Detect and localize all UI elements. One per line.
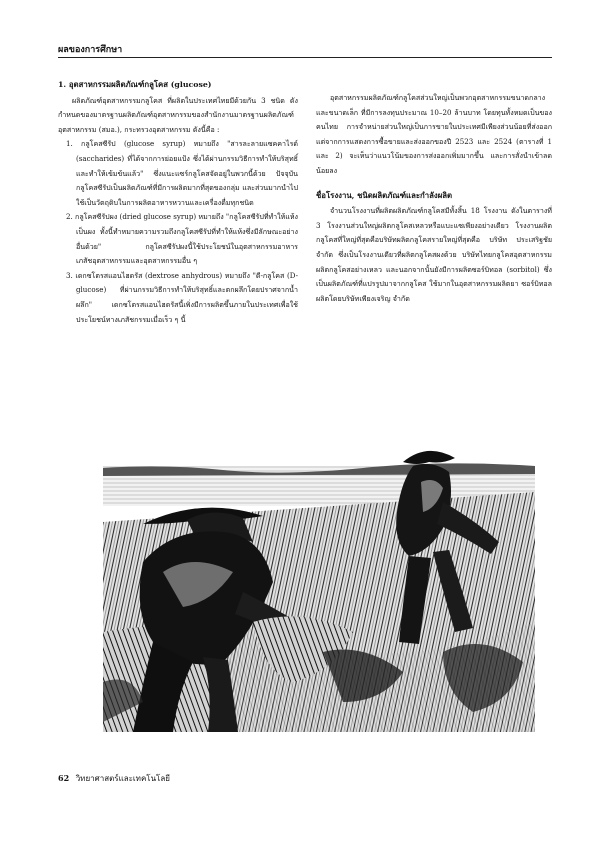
right-column: [316, 91, 552, 306]
list-item-glucose-syrup: 1. กลูโคสซีรัป (glucose syrup) หมายถึง "สารละลายแซคคาไรด์ (saccharides) ที่ได้จากการย่อยแป้ง ซึ่งได้ผ่านกรรมวิธีการทำให้บริสุทธิ์และทำให้เข้มข้นแล้ว" ซึ่งแนะแซร์กลูโคสจัดอยู่ในพวกนี้ด้วย ปัจจุบันกลูโคสซีรัปเป็นผลิตภัณฑ์ที่มีการผลิตมากที่สุดของกลุ่ม และส่วนมากนำไปใช้เป็นวัตถุดิบในการผลิตอาหารหวานและเครื่องดื่มทุกชนิด: [66, 139, 298, 207]
list-item-dried-glucose-syrup: 2. กลูโคสซีรัปผง (dried glucose syrup) หมายถึง "กลูโคสซีรัปที่ทำให้แห้งเป็นผง ทั้งนี้ทำหมายความรวมถึงกลูโคสซีรัปที่ทำให้แห้งซึ่งมีลักษณะอย่างอื่นด้วย" กลูโคสซีรัปผงนี้ใช้ประโยชน์ในอุตสาหกรรมอาหาร เภสัชอุตสาหกรรมและอุตสาหกรรมอื่น ๆ: [66, 212, 299, 266]
farm-workers-photo-icon: [103, 432, 535, 732]
page-number: 62: [58, 773, 70, 783]
journal-name: วิทยาศาสตร์และเทคโนโลยี: [75, 774, 170, 783]
section-header: ผลของการศึกษา: [58, 45, 123, 55]
subsection-heading: ชื่อโรงงาน, ชนิดผลิตภัณฑ์และกำลังผลิต: [316, 190, 453, 200]
intro-paragraph: ผลิตภัณฑ์อุตสาหกรรมกลูโคส ที่ผลิตในประเทศไทยมีด้วยกัน 3 ชนิด ดังกำหนดของมาตรฐานผลิตภัณฑ์อุตสาหกรรมของสำนักงานมาตรฐานผลิตภัณฑ์อุตสาหกรรม (สมอ.), กระทรวงอุตสาหกรรม ดังนี้คือ :: [58, 95, 298, 134]
section-heading: 1. อุตสาหกรรมผลิตภัณฑ์กลูโคส (glucose): [58, 80, 212, 89]
header-rule: [58, 57, 552, 58]
industry-paragraph: อุตสาหกรรมผลิตภัณฑ์กลูโคสส่วนใหญ่เป็นพวกอุตสาหกรรมขนาดกลางและขนาดเล็ก ที่มีการลงทุนประมาณ 10–20 ล้านบาท โดยทุนทั้งหมดเป็นของคนไทย การจำหน่ายส่วนใหญ่เป็นการขายในประเทศมีเพียงส่วนน้อยที่ส่งออก แต่จากการแสดงการซื้อขายและส่งออกของปี 2523 และ 2524 (ตารางที่ 1 และ 2) จะเห็นว่าแนวโน้มของการส่งออกเพิ่มมากขึ้น และการสั่งนำเข้าลดน้อยลง: [316, 93, 552, 175]
list-item-dextrose-anhydrous: 3. เดกซโตรสแอนไฮดรัส (dextrose anhydrous) หมายถึง "ดี-กลูโคส (D-glucose) ที่ผ่านกรรมวิธีการทำให้บริสุทธิ์และตกผลึกโดยปราศจากน้ำผลึก" เดกซโตรสแอนไฮดรัสนี้เพิ่งมีการผลิตขึ้นภายในประเทศเพื่อใช้ประโยชน์ทางเภสัชกรรมเมื่อเร็ว ๆ นี้: [66, 270, 298, 324]
factories-paragraph: จำนวนโรงงานที่ผลิตผลิตภัณฑ์กลูโคสมีทั้งสิ้น 18 โรงงาน ดังในตารางที่ 3 โรงงานส่วนใหญ่ผลิตกลูโคสเหลวหรือแบะแซเพียงอย่างเดียว โรงงานผลิตกลูโคสที่ใหญ่ที่สุดคือบริษัทผลิตกลูโคสรายใหญ่ที่สุดคือ บริษัท ประเสริฐชัย จำกัด ซึ่งเป็นโรงงานเดียวที่ผลิตกลูโคสผงด้วย บริษัทไทยกลูโคสอุตสาหกรรม ผลิตกลูโคสอย่างเหลว และนอกจากนั้นยังมีการผลิตซอร์บิทอล (sorbitol) ซึ่งเป็นผลิตภัณฑ์ที่แปรรูปมาจากกลูโคส ใช้มากในอุตสาหกรรมผลิตยา ซอร์บิทอลผลิตโดยบริษัทเพียงเจริญ จำกัด: [316, 206, 552, 303]
page-footer: [58, 772, 170, 785]
left-column: [58, 78, 298, 327]
